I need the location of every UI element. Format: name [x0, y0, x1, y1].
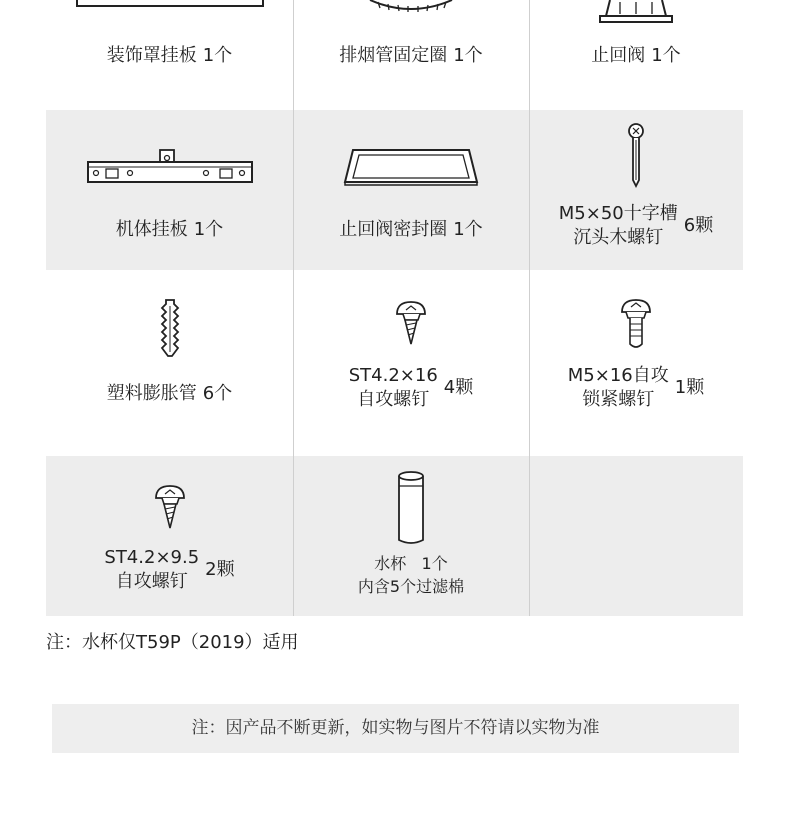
unit-bracket-icon — [86, 148, 254, 188]
item-spec: ST4.2×16 — [348, 365, 438, 386]
item-water-cup — [293, 456, 529, 616]
column-divider — [529, 0, 530, 616]
item-name: 机体挂板 — [115, 219, 188, 240]
item-name: 自攻螺钉 — [115, 571, 188, 592]
grid-row-2 — [46, 110, 743, 270]
item-name: 止回阀密封圈 — [339, 219, 448, 240]
item-contents: 内含5个过滤棉 — [357, 577, 465, 596]
item-m5x16-screw — [529, 270, 743, 456]
water-cup-icon — [396, 470, 426, 546]
item-wood-screw — [529, 110, 743, 270]
water-cup-note: 注：水杯仅T59P（2019）适用 — [46, 632, 299, 653]
item-check-valve-seal — [293, 110, 529, 270]
item-qty: 4颗 — [443, 377, 474, 398]
item-name: 沉头木螺钉 — [573, 227, 664, 248]
item-qty: 1个 — [453, 45, 483, 66]
grid-row-1 — [46, 0, 743, 110]
item-qty: 6颗 — [683, 215, 714, 236]
item-plastic-anchor — [46, 270, 293, 456]
decor-bracket-icon — [75, 0, 265, 10]
item-unit-bracket — [46, 110, 293, 270]
check-valve-icon — [596, 0, 676, 26]
item-st42x16-screw — [293, 270, 529, 456]
expansion-anchor-icon — [156, 298, 184, 358]
item-name: 锁紧螺钉 — [582, 389, 655, 410]
item-name: 排烟管固定圈 — [339, 45, 448, 66]
item-exhaust-pipe-ring — [293, 0, 529, 110]
pipe-ring-icon — [366, 0, 456, 14]
item-spec: M5×16自攻 — [567, 365, 669, 386]
item-qty: 1个 — [193, 219, 224, 240]
item-spec: ST4.2×9.5 — [104, 547, 200, 568]
countersunk-screw-icon — [624, 122, 648, 188]
item-name: 塑料膨胀管 — [106, 383, 197, 404]
item-qty: 1个 — [202, 45, 233, 66]
self-tapping-screw-icon — [394, 300, 428, 346]
item-qty: 1个 — [453, 219, 483, 240]
disclaimer-banner: 注：因产品不断更新，如实物与图片不符请以实物为准 — [52, 704, 739, 753]
column-divider — [293, 0, 294, 616]
empty-cell — [529, 456, 743, 616]
item-qty: 1个 — [651, 45, 681, 66]
item-st42x95-screw — [46, 456, 293, 616]
item-decor-cover-bracket — [46, 0, 293, 110]
seal-ring-icon — [343, 148, 479, 188]
item-spec: M5×50十字槽 — [558, 203, 678, 224]
item-name: 止回阀 — [591, 45, 646, 66]
item-qty: 2颗 — [205, 559, 235, 580]
item-qty: 6个 — [202, 383, 233, 404]
item-qty: 1颗 — [674, 377, 705, 398]
item-name: 自攻螺钉 — [357, 389, 430, 410]
grid-row-4 — [46, 456, 743, 616]
accessory-grid — [46, 0, 743, 616]
grid-row-3 — [46, 270, 743, 456]
item-check-valve — [529, 0, 743, 110]
self-tapping-screw-icon — [153, 484, 187, 530]
item-name: 水杯 1个 — [374, 554, 448, 573]
locking-screw-icon — [620, 298, 652, 350]
item-name: 装饰罩挂板 — [106, 45, 197, 66]
